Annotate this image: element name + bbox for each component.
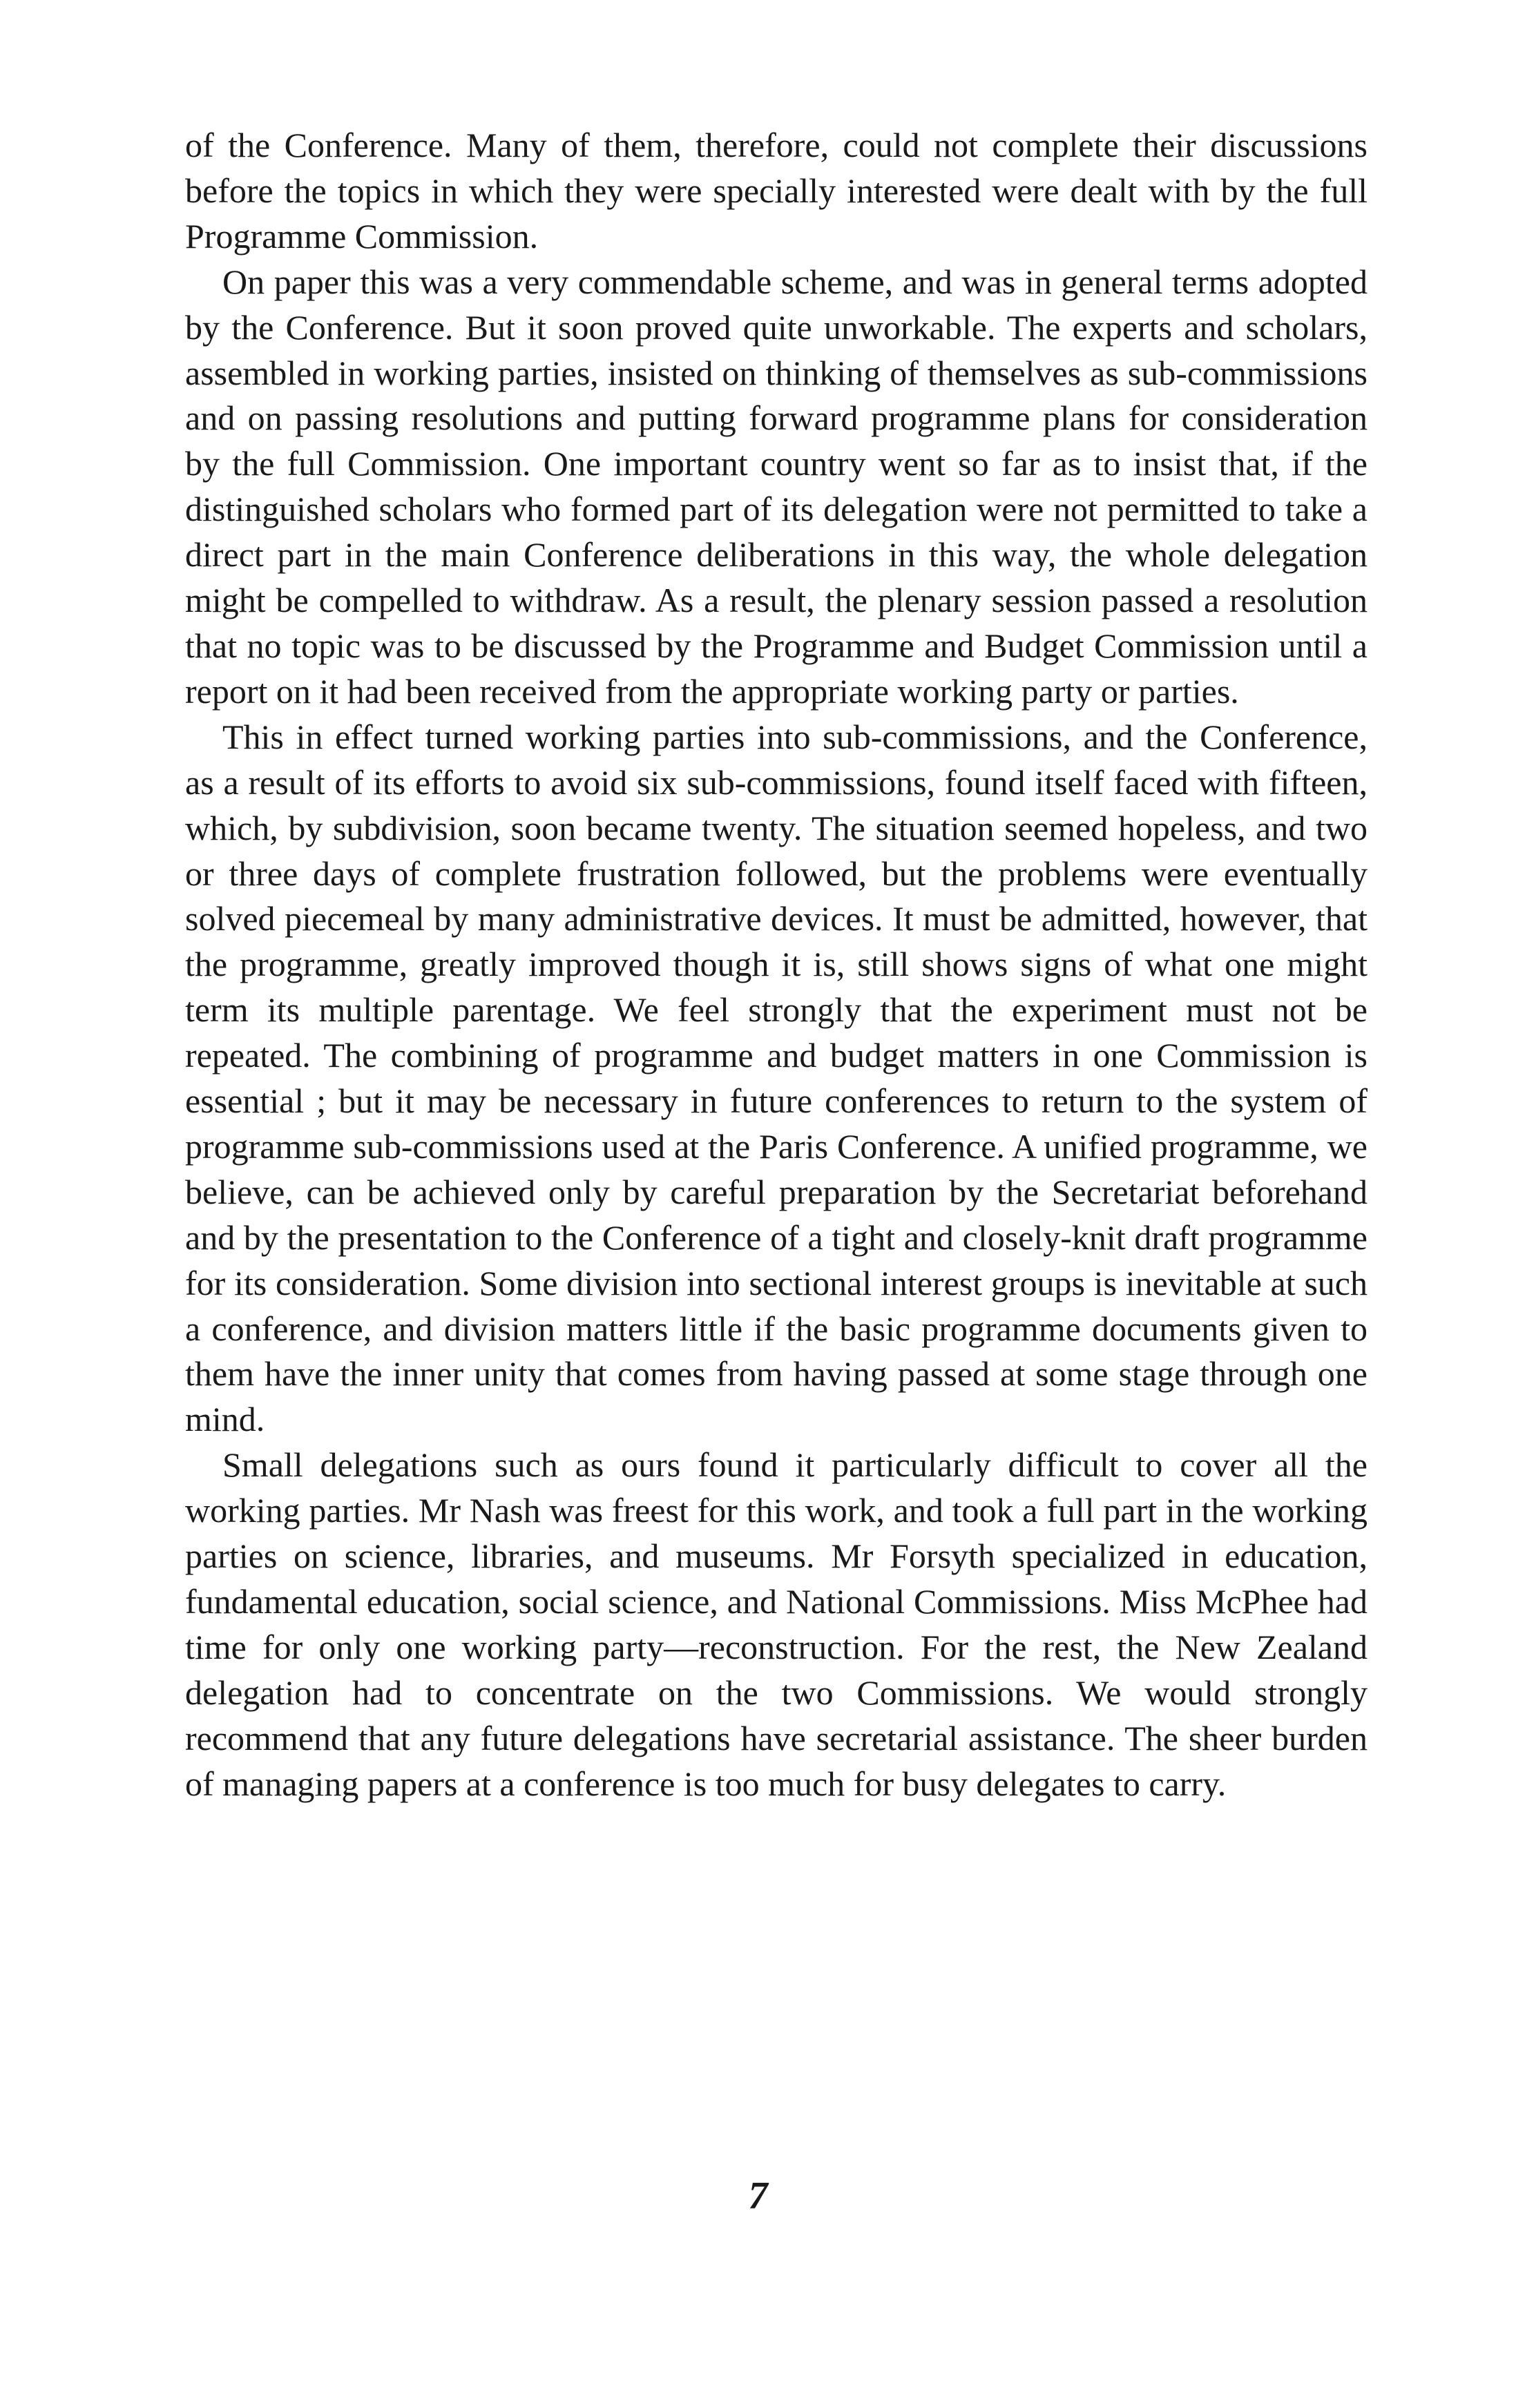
paragraph-small-delegations: Small delegations such as ours found it particularly difficult to cover all the working parties. Mr Nash was freest for this work, and took a full part in the working parties on science, libraries, and museums. Mr Forsyth specialized in education, fundamental education, social science, and National Commissions. Miss McPhee had time for only one working party—reconstruction. For the rest, the New Zealand delegation had to concentrate on the two Commissions. We would strongly recommend that any future delegations have secretarial assistance. The sheer burden of managing papers at a conference is too much for busy delegates to carry.	[185, 1445, 1368, 1803]
paragraph-commendable-scheme: On paper this was a very commendable scheme, and was in general terms adopted by the Conference. But it soon proved quite unworkable. The experts and scholars, assembled in working parties, insisted on thinking of themselves as sub-commissions and on passing resolutions and putting forward programme plans for consideration by the full Commission. One important country went so far as to insist that, if the distinguished scholars who formed part of its delegation were not permitted to take a direct part in the main Conference deliberations in this way, the whole delegation might be compelled to withdraw. As a result, the plenary session passed a resolution that no topic was to be discussed by the Programme and Budget Commission until a report on it had been received from the appropriate working party or parties.	[185, 262, 1368, 711]
body-text	[185, 123, 1368, 1807]
page-number: 7	[748, 2175, 768, 2217]
paragraph-conference-discussions: of the Conference. Many of them, therefore, could not complete their discussions before the topics in which they were specially interested were dealt with by the full Programme Commission.	[185, 126, 1368, 256]
paragraph-working-parties-subcommissions: This in effect turned working parties into sub-commissions, and the Conference, as a result of its efforts to avoid six sub-commissions, found itself faced with fifteen, which, by subdivision, soon became twenty. The situation seemed hopeless, and two or three days of complete frustration followed, but the problems were eventually solved piecemeal by many administrative devices. It must be admitted, however, that the programme, greatly improved though it is, still shows signs of what one might term its multiple parentage. We feel strongly that the experiment must not be repeated. The combining of programme and budget matters in one Commission is essential ; but it may be necessary in future conferences to return to the system of programme sub-commissions used at the Paris Conference. A unified programme, we believe, can be achieved only by careful preparation by the Secretariat beforehand and by the presentation to the Conference of a tight and closely-knit draft programme for its consideration. Some division into sectional interest groups is inevitable at such a conference, and division matters little if the basic programme documents given to them have the inner unity that comes from having passed at some stage through one mind.	[185, 717, 1368, 1439]
